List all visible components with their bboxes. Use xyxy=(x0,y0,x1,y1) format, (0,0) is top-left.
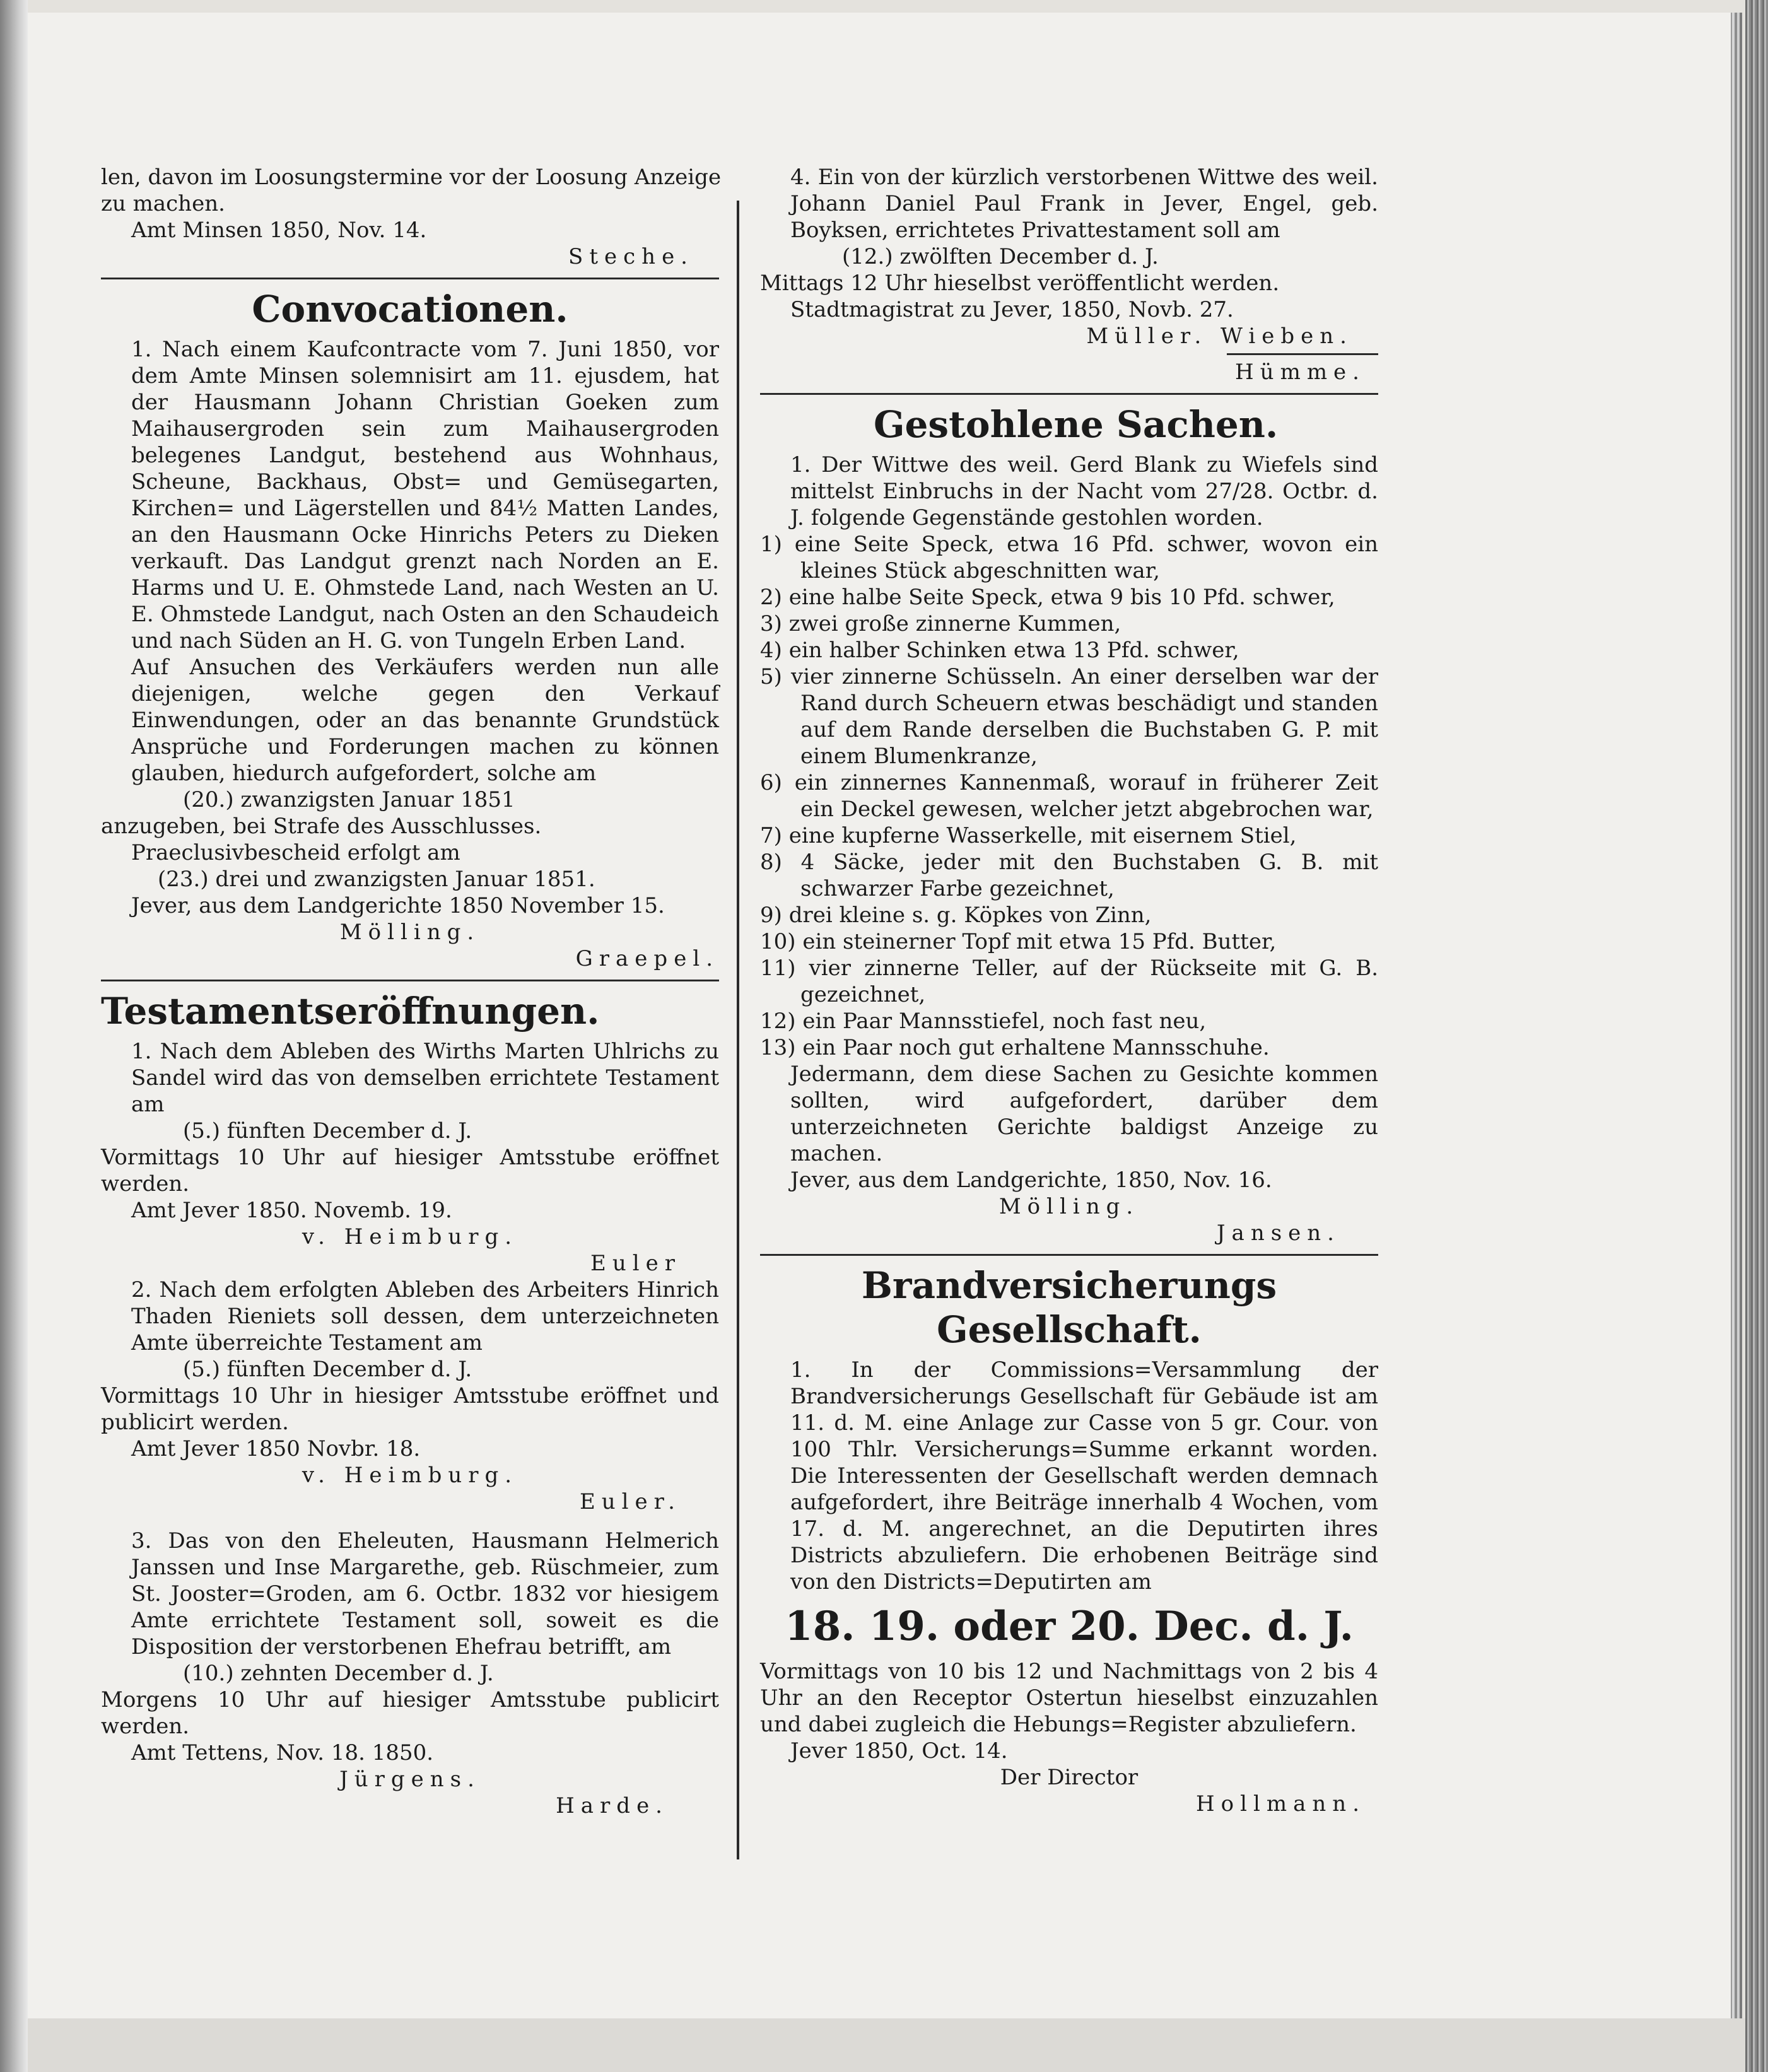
testament-1-signature-1: v. Heimburg. xyxy=(301,1224,518,1250)
fire-insurance-signature-title: Der Director xyxy=(1000,1765,1139,1790)
stolen-item: 12) ein Paar Mannsstiefel, noch fast neu, xyxy=(760,1009,1207,1034)
testament-3-date: (10.) zehnten December d. J. xyxy=(183,1661,494,1686)
convocation-line-1: anzugeben, bei Strafe des Ausschlusses. xyxy=(101,814,542,839)
intro-line-1: len, davon im Loosungstermine vor der Loosung Anzeige xyxy=(101,165,722,190)
testament-1-text-2: Vormittags 10 Uhr auf hiesiger Amtsstube eröffnet werden. xyxy=(101,1145,719,1197)
gestohlene-sachen-heading: Gestohlene Sachen. xyxy=(874,403,1279,446)
section-rule xyxy=(101,980,719,981)
fire-insurance-place: Jever 1850, Oct. 14. xyxy=(790,1738,1008,1764)
convocation-text-2: Auf Ansuchen des Verkäufers werden nun alle diejenigen, welche gegen den Verkauf Einwendungen, oder an das benannte Grundstück Ansprüche und Forderungen machen zu können glauben, hiedurch aufgefordert, solche am xyxy=(131,655,719,786)
convocation-signature-2: Graepel. xyxy=(575,946,719,971)
fire-insurance-text: 1. In der Commissions=Versammlung der Brandversicherungs Gesellschaft für Gebäude ist am 11. d. M. eine Anlage zur Casse von 5 gr. Cour. von 100 Thlr. Versicherungs=Summe erkannt worden. Die Interessenten der Gesellschaft werden demnach aufgefordert, ihre Beiträge innerhalb 4 Wochen, vom 17. d. M. angerechnet, an die Deputirten ihres Districts abzuliefern. Die erhobenen Beiträge sind von den Districts=Deputirten am xyxy=(790,1357,1378,1595)
convocation-date-2: (23.) drei und zwanzigsten Januar 1851. xyxy=(158,867,595,892)
stolen-place: Jever, aus dem Landgerichte, 1850, Nov. 16. xyxy=(790,1168,1272,1193)
intro-line-2: zu machen. xyxy=(101,191,225,216)
stolen-item: 11) vier zinnerne Teller, auf der Rückseite mit G. B. gezeichnet, xyxy=(760,956,1378,1007)
section-rule xyxy=(760,393,1378,395)
fire-insurance-signature: Hollmann. xyxy=(1196,1791,1366,1817)
testament-1-date: (5.) fünften December d. J. xyxy=(183,1118,472,1144)
page-edges xyxy=(1745,0,1768,2072)
stolen-items-list xyxy=(760,531,1378,1061)
testament-2-signature-2: Euler. xyxy=(579,1489,681,1514)
testament-3-text: 3. Das von den Eheleuten, Hausmann Helmerich Janssen und Inse Margarethe, geb. Rüschmeier, zum St. Jooster=Groden, am 6. Octbr. 1832 vor hiesigem Amte errichtete Testament soll, soweit es die Disposition der verstorbenen Ehefrau betrifft, am xyxy=(131,1528,719,1659)
testament-3-place: Amt Tettens, Nov. 18. 1850. xyxy=(131,1740,434,1765)
stolen-item: 1) eine Seite Speck, etwa 16 Pfd. schwer, wovon ein kleines Stück abgeschnitten war, xyxy=(760,532,1378,583)
fire-insurance-dates: 18. 19. oder 20. Dec. d. J. xyxy=(785,1603,1354,1650)
stolen-item: 2) eine halbe Seite Speck, etwa 9 bis 10 Pfd. schwer, xyxy=(760,585,1335,610)
stolen-item: 9) drei kleine s. g. Köpkes von Zinn, xyxy=(760,903,1152,928)
testament-2-place: Amt Jever 1850 Novbr. 18. xyxy=(131,1436,421,1461)
right-column xyxy=(760,164,1378,1817)
column-divider xyxy=(737,201,739,1859)
testament-1-text: 1. Nach dem Ableben des Wirths Marten Uhlrichs zu Sandel wird das von demselben errichtete Testament am xyxy=(131,1039,719,1117)
intro-signature: Steche. xyxy=(568,244,694,269)
section-rule xyxy=(760,1254,1378,1256)
testament-4-signature-1: Müller. Wieben. xyxy=(1086,324,1353,349)
stolen-item: 7) eine kupferne Wasserkelle, mit eisernem Stiel, xyxy=(760,823,1297,848)
testament-4-line: Mittags 12 Uhr hieselbst veröffentlicht werden. xyxy=(760,271,1280,296)
testament-4-date: (12.) zwölften December d. J. xyxy=(842,244,1159,269)
convocation-signature-1: Mölling. xyxy=(339,920,481,945)
testament-3-signature-2: Harde. xyxy=(556,1793,669,1818)
testament-1-signature-2: Euler xyxy=(590,1251,681,1276)
stolen-intro: 1. Der Wittwe des weil. Gerd Blank zu Wiefels sind mittelst Einbruchs in der Nacht vom 27/28. Octbr. d. J. folgende Gegenstände gestohlen worden. xyxy=(790,452,1378,530)
intro-place: Amt Minsen 1850, Nov. 14. xyxy=(131,218,427,243)
testament-3-signature-1: Jürgens. xyxy=(339,1767,481,1792)
stolen-item: 13) ein Paar noch gut erhaltene Mannsschuhe. xyxy=(760,1035,1270,1060)
stolen-item: 3) zwei große zinnerne Kummen, xyxy=(760,611,1121,636)
stolen-item: 6) ein zinnernes Kannenmaß, worauf in früherer Zeit ein Deckel gewesen, welcher jetzt abgebrochen war, xyxy=(760,770,1378,822)
stolen-item: 4) ein halber Schinken etwa 13 Pfd. schwer, xyxy=(760,638,1239,663)
testament-4-place: Stadtmagistrat zu Jever, 1850, Novb. 27. xyxy=(790,297,1234,322)
stolen-signature-1: Mölling. xyxy=(998,1194,1140,1219)
page-bottom-margin xyxy=(28,2018,1745,2072)
stolen-item: 8) 4 Säcke, jeder mit den Buchstaben G. B. mit schwarzer Farbe gezeichnet, xyxy=(760,850,1378,901)
testament-4-signature-2: Hümme. xyxy=(1235,360,1366,385)
convocation-date: (20.) zwanzigsten Januar 1851 xyxy=(183,787,515,812)
convocation-text: 1. Nach einem Kaufcontracte vom 7. Juni 1850, vor dem Amte Minsen solemnisirt am 11. ejusdem, hat der Hausmann Johann Christian Goeken zum Maihausergroden sein zum Maihausergroden belegenes Landgut, bestehend aus Wohnhaus, Scheune, Backhaus, Obst= und Gemüsegarten, Kirchen= und Lägerstellen und 84½ Matten Landes, an den Hausmann Ocke Hinrichs Peters zu Dieken verkauft. Das Landgut grenzt nach Norden an E. Harms und U. E. Ohmstede Land, nach Westen an U. E. Ohmstede Landgut, nach Osten an den Schaudeich und nach Süden an H. G. von Tungeln Erben Land. xyxy=(131,337,719,653)
fire-insurance-text-2: Vormittags von 10 bis 12 und Nachmittags von 2 bis 4 Uhr an den Receptor Ostertun hieselbst einzuzahlen und dabei zugleich die Hebungs=Register abzuliefern. xyxy=(760,1659,1378,1737)
section-rule xyxy=(101,278,719,279)
book-binding xyxy=(0,0,28,2072)
brandversicherung-heading: Brandversicherungs Gesellschaft. xyxy=(861,1264,1277,1351)
convocation-place: Jever, aus dem Landgerichte 1850 November 15. xyxy=(131,893,665,918)
left-column xyxy=(101,164,722,1819)
convocationen-heading: Convocationen. xyxy=(252,288,568,331)
testament-2-date: (5.) fünften December d. J. xyxy=(183,1357,472,1382)
stolen-text-2: Jedermann, dem diese Sachen zu Gesichte kommen sollten, wird aufgefordert, darüber dem unterzeichneten Gerichte baldigst Anzeige zu machen. xyxy=(790,1062,1378,1166)
testament-2-text: 2. Nach dem erfolgten Ableben des Arbeiters Hinrich Thaden Rieniets soll dessen, dem unterzeichneten Amte überreichte Testament am xyxy=(131,1277,719,1355)
testament-1-place: Amt Jever 1850. Novemb. 19. xyxy=(131,1198,452,1223)
testament-2-text-2: Vormittags 10 Uhr in hiesiger Amtsstube eröffnet und publicirt werden. xyxy=(101,1383,719,1435)
signature-rule xyxy=(1227,353,1378,355)
testament-4-text: 4. Ein von der kürzlich verstorbenen Wittwe des weil. Johann Daniel Paul Frank in Jever, Engel, geb. Boyksen, errichtetes Privattestament soll am xyxy=(790,165,1378,243)
stolen-signature-2: Jansen. xyxy=(1216,1220,1340,1246)
stolen-item: 10) ein steinerner Topf mit etwa 15 Pfd. Butter, xyxy=(760,929,1277,954)
testament-2-signature-1: v. Heimburg. xyxy=(301,1463,518,1488)
testament-3-text-2: Morgens 10 Uhr auf hiesiger Amtsstube publicirt werden. xyxy=(101,1687,719,1739)
stolen-item: 5) vier zinnerne Schüsseln. An einer derselben war der Rand durch Scheuern etwas beschädigt und standen auf dem Rande derselben die Buchstaben G. P. mit einem Blumenkranze, xyxy=(760,664,1378,769)
convocation-line-2: Praeclusivbescheid erfolgt am xyxy=(131,840,460,865)
testament-heading: Testamentseröffnungen. xyxy=(101,990,600,1033)
